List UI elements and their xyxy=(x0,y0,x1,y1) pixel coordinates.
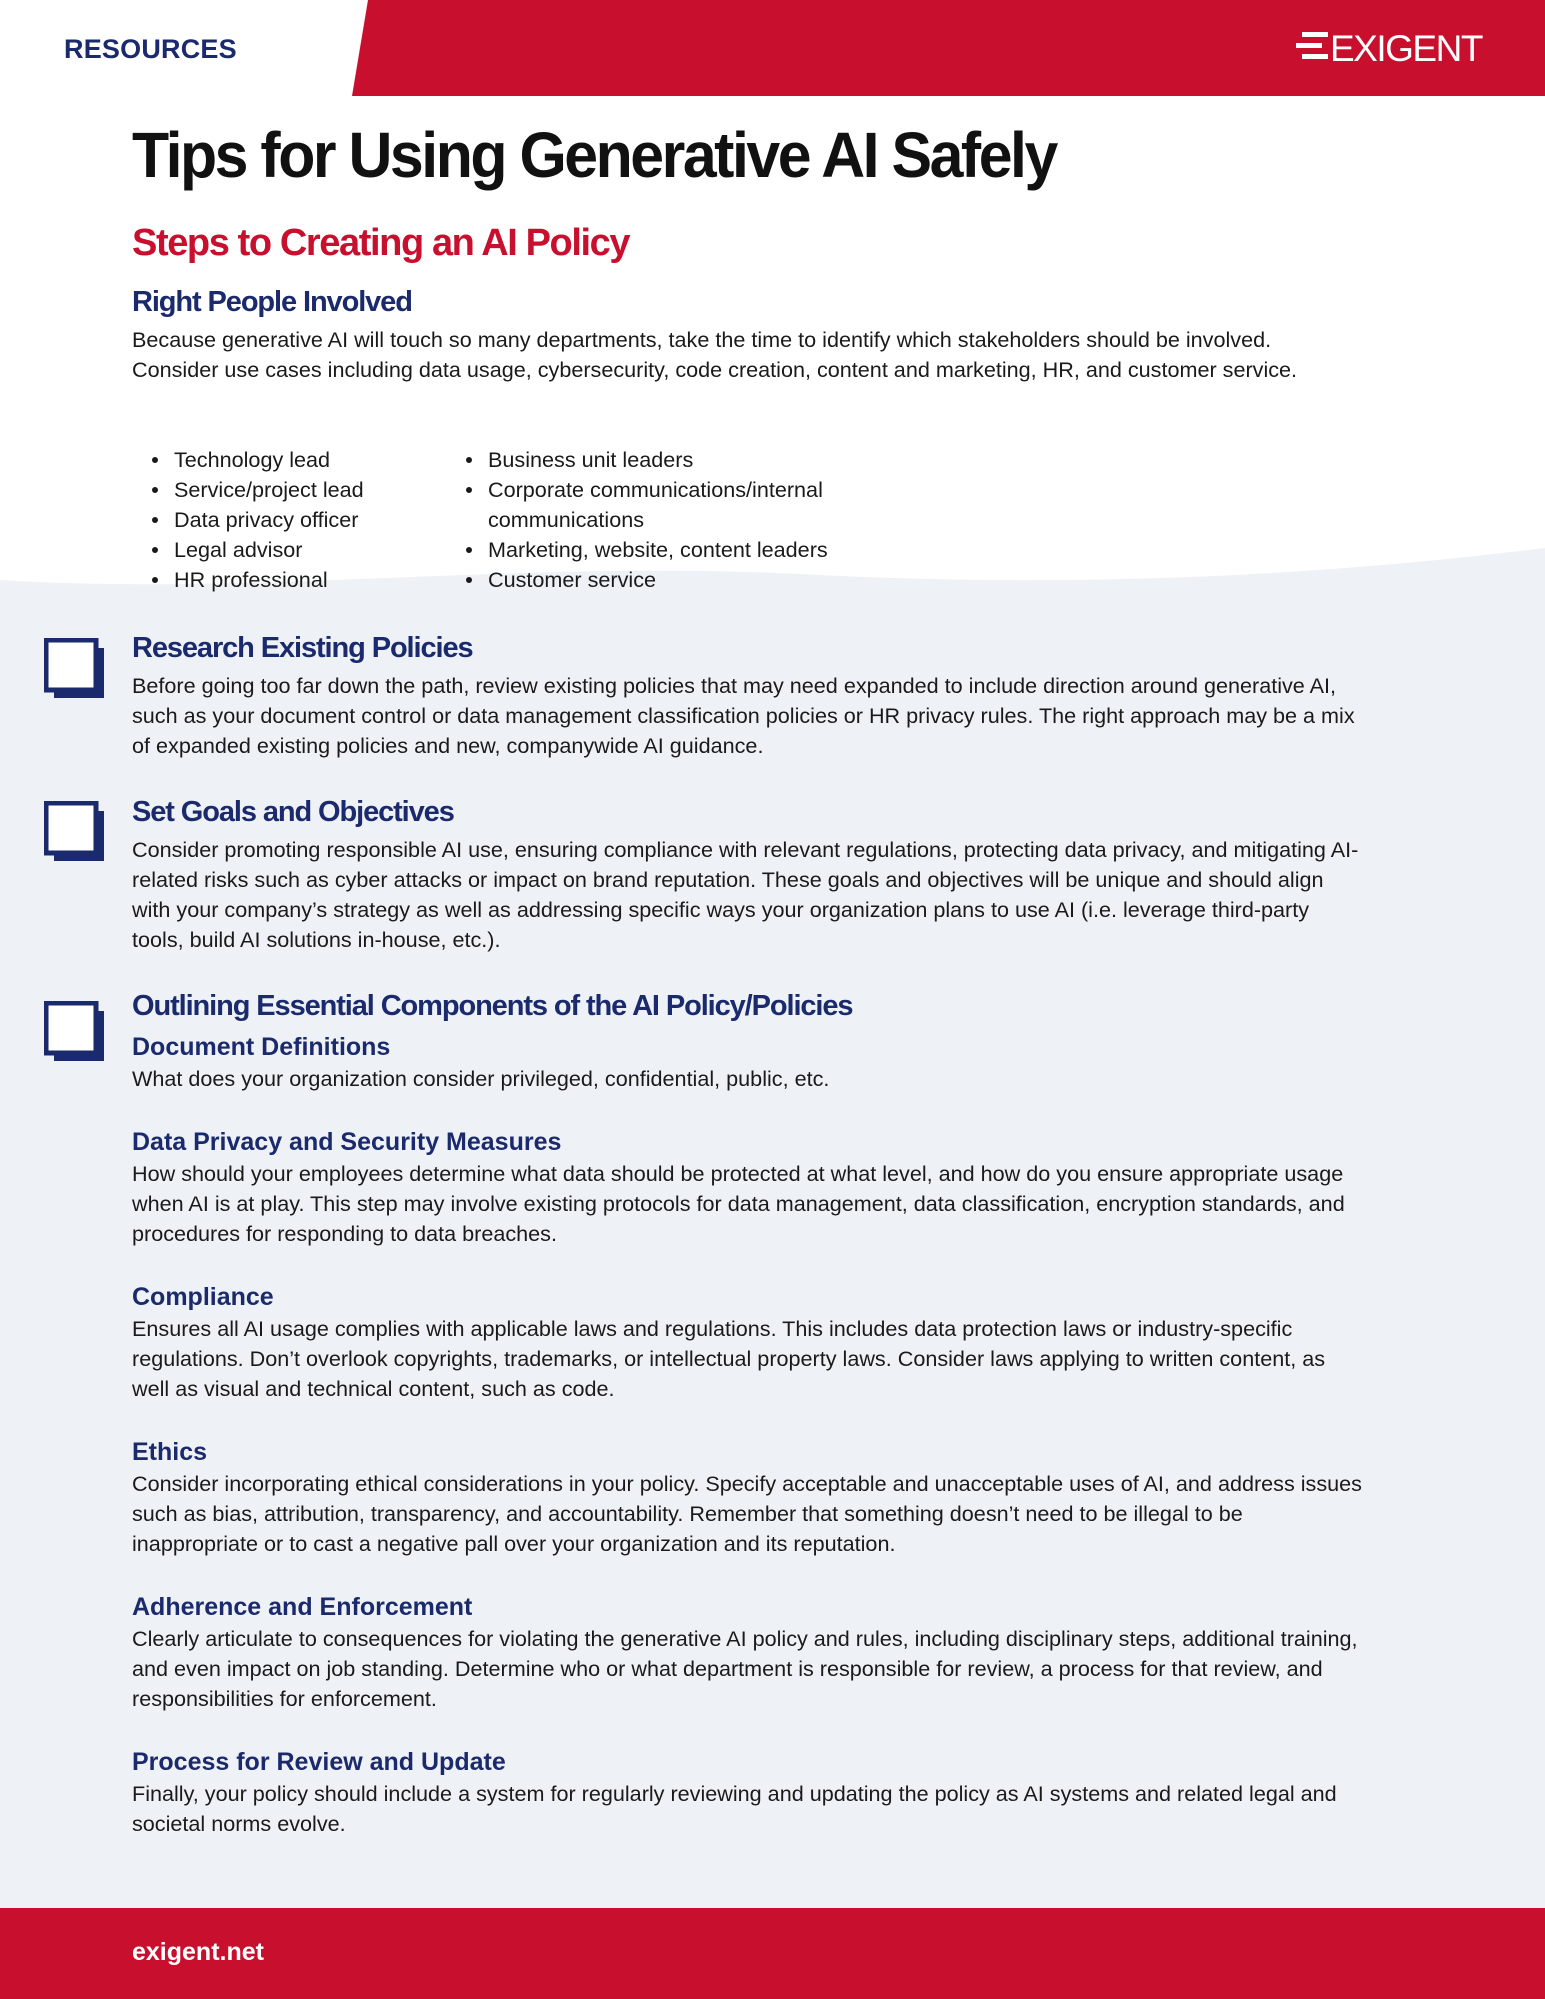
checkbox-icon xyxy=(44,801,106,863)
list-item: Data privacy officer xyxy=(146,505,446,535)
list-item: Business unit leaders xyxy=(460,445,890,475)
list-item: HR professional xyxy=(146,565,446,595)
checkbox-icon xyxy=(44,638,106,700)
section-heading-research: Research Existing Policies xyxy=(132,632,473,664)
subsection-body-document-definitions: What does your organization consider privileged, confidential, public, etc. xyxy=(132,1066,830,1091)
list-item: Marketing, website, content leaders xyxy=(460,535,890,565)
resources-label: RESOURCES xyxy=(64,34,237,64)
subsection-heading-compliance: Compliance xyxy=(132,1283,274,1311)
logo-wordmark: EXIGENT xyxy=(1330,28,1482,69)
logo-e-bar-bottom xyxy=(1302,54,1328,59)
section-heading-right-people: Right People Involved xyxy=(132,286,412,318)
stakeholder-list-left xyxy=(146,445,446,595)
list-item: Corporate communications/internal communications xyxy=(460,475,890,535)
subsection-body-ethics: Consider incorporating ethical considerations in your policy. Specify acceptable and unacceptable uses of AI, and address issues such as bias, attribution, transparency, and accountability. Remember that something doesn’t need to be illegal to be inappropriate or to cast a negative pall over your organization and its reputation. xyxy=(132,1471,1362,1556)
list-item: Service/project lead xyxy=(146,475,446,505)
page-title: Tips for Using Generative AI Safely xyxy=(132,119,1056,191)
list-item: Customer service xyxy=(460,565,890,595)
subsection-body-adherence: Clearly articulate to consequences for violating the generative AI policy and rules, including disciplinary steps, additional training, and even impact on job standing. Determine who or what department is responsible for review, a process for that review, and responsibilities for enforcement. xyxy=(132,1626,1358,1711)
logo-e-bar-top xyxy=(1302,32,1328,37)
footer-website-link[interactable]: exigent.net xyxy=(132,1938,264,1966)
stakeholder-list-right xyxy=(460,445,890,595)
section-body-research: Before going too far down the path, review existing policies that may need expanded to include direction around generative AI, such as your document control or data management classification policies or HR privacy rules. The right approach may be a mix of expanded existing policies and new, companywide AI guidance. xyxy=(132,673,1355,758)
list-item: Technology lead xyxy=(146,445,446,475)
subsection-heading-ethics: Ethics xyxy=(132,1438,208,1466)
subsection-heading-data-privacy: Data Privacy and Security Measures xyxy=(132,1128,562,1156)
section-heading-components: Outlining Essential Components of the AI Policy/Policies xyxy=(132,990,853,1022)
section-body-right-people: Because generative AI will touch so many departments, take the time to identify which stakeholders should be involved. Consider use cases including data usage, cybersecurity, code creation, content and marketing, HR, and customer service. xyxy=(132,327,1298,382)
subsection-body-data-privacy: How should your employees determine what data should be protected at what level, and how do you ensure appropriate usage when AI is at play. This step may involve existing protocols for data management, data classification, encryption standards, and procedures for responding to data breaches. xyxy=(132,1161,1345,1246)
section-heading-goals: Set Goals and Objectives xyxy=(132,796,454,828)
logo-e-bar-middle xyxy=(1296,43,1322,48)
subsection-body-review-update: Finally, your policy should include a system for regularly reviewing and updating the policy as AI systems and related legal and societal norms evolve. xyxy=(132,1781,1337,1836)
subsection-heading-document-definitions: Document Definitions xyxy=(132,1033,391,1061)
subsection-body-compliance: Ensures all AI usage complies with applicable laws and regulations. This includes data protection laws or industry-specific regulations. Don’t overlook copyrights, trademarks, or intellectual property laws. Consider laws applying to written content, as well as visual and technical content, such as code. xyxy=(132,1316,1326,1401)
page-subtitle: Steps to Creating an AI Policy xyxy=(132,222,630,264)
section-body-goals: Consider promoting responsible AI use, ensuring compliance with relevant regulations, protecting data privacy, and mitigating AI-related risks such as cyber attacks or impact on brand reputation. These goals and objectives will be unique and should align with your company’s strategy as well as addressing specific ways your organization plans to use AI (i.e. leverage third-party tools, build AI solutions in-house, etc.). xyxy=(132,837,1359,952)
subsection-heading-review-update: Process for Review and Update xyxy=(132,1748,506,1776)
subsection-heading-adherence: Adherence and Enforcement xyxy=(132,1593,473,1621)
exigent-logo xyxy=(1296,22,1494,70)
list-item: Legal advisor xyxy=(146,535,446,565)
checkbox-icon xyxy=(44,1001,106,1063)
